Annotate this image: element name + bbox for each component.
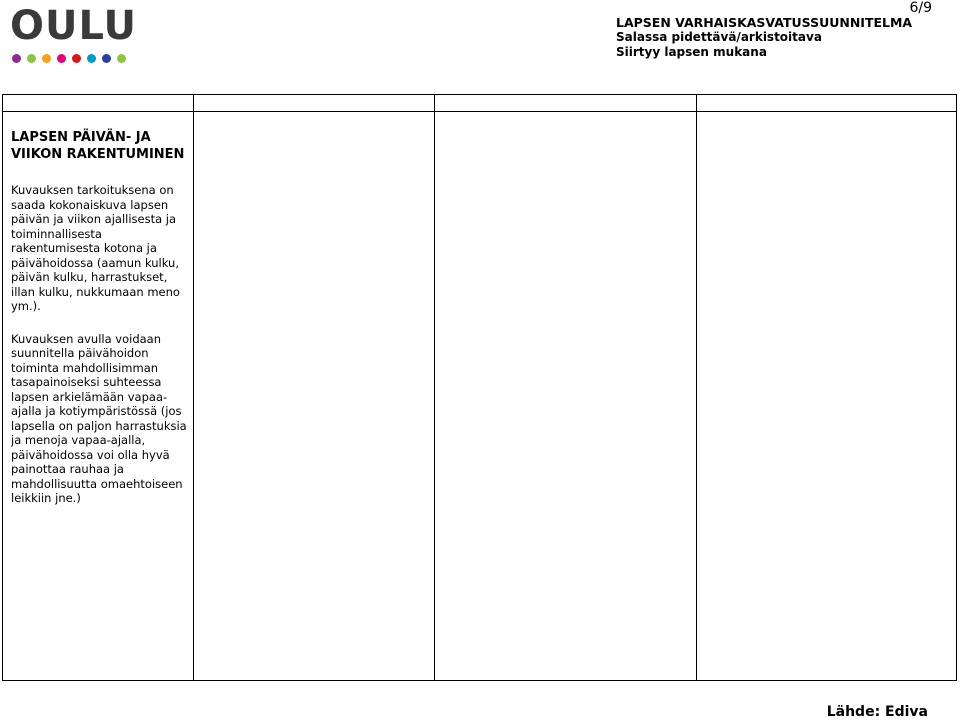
document-header [616, 15, 912, 60]
page-number: 6/9 [909, 0, 932, 16]
table-column-4[interactable] [697, 95, 957, 681]
transfer-note: Siirtyy lapsen mukana [616, 45, 767, 59]
logo-dot [57, 54, 66, 63]
description-paragraph-1: Kuvauksen tarkoituksena on saada kokonaiskuva lapsen päivän ja viikon ajallisesta ja toiminnallisesta rakentumisesta kotona ja päivähoidossa (aamun kulku, päivän kulku, harrastukset, illan kulku, nukkumaan meno ym.). [11, 183, 180, 313]
confidential-note: Salassa pidettävä/arkistoitava [616, 30, 822, 44]
description-cell [11, 129, 191, 524]
oulu-logo: OULU [10, 3, 138, 49]
document-title: LAPSEN VARHAISKASVATUSSUUNNITELMA [616, 15, 913, 30]
form-table [2, 94, 957, 681]
logo-dot [117, 54, 126, 63]
section-title: LAPSEN PÄIVÄN- JA VIIKON RAKENTUMINEN [11, 130, 185, 162]
table-column-2[interactable] [194, 95, 435, 681]
source-note: Lähde: Ediva [826, 704, 928, 720]
logo-dot [27, 54, 36, 63]
logo-dot [72, 54, 81, 63]
table-column-3[interactable] [435, 95, 697, 681]
description-paragraph-2: Kuvauksen avulla voidaan suunnitella päivähoidon toiminta mahdollisimman tasapainoiseksi suhteessa lapsen arkielämään vapaa-ajalla ja kotiympäristössä (jos lapsella on paljon harrastuksia ja menoja vapaa-ajalla, päivähoidossa voi olla hyvä painottaa rauhaa ja mahdollisuutta omaehtoiseen leikkiin jne.) [11, 331, 187, 505]
logo-dots [12, 54, 132, 64]
logo-dot [42, 54, 51, 63]
logo-dot [12, 54, 21, 63]
logo-dot [87, 54, 96, 63]
logo-dot [102, 54, 111, 63]
